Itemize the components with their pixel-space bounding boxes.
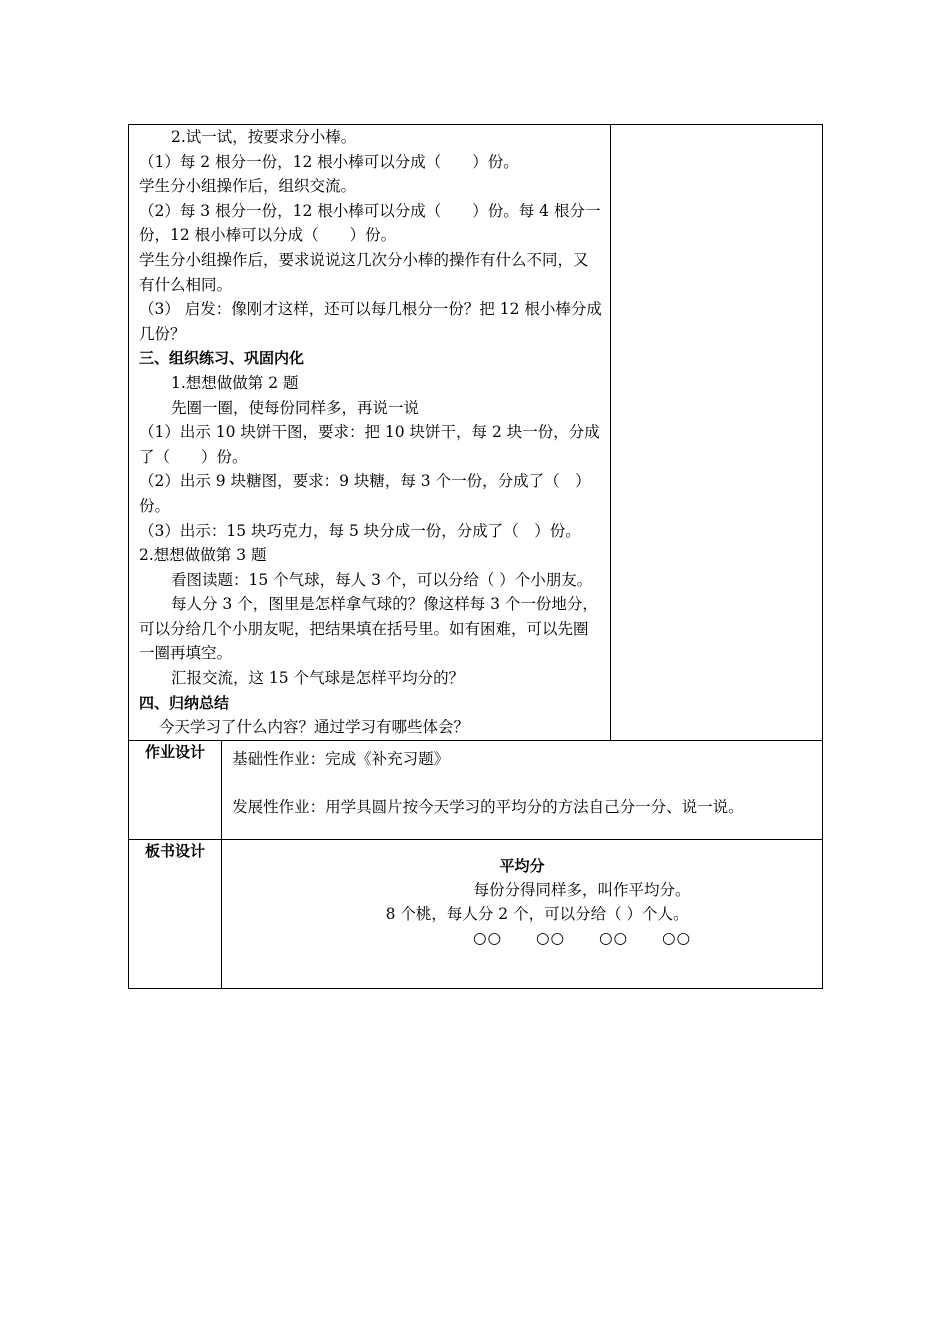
homework-cell	[222, 740, 823, 839]
circle-pair: ○○	[662, 928, 692, 947]
lesson-plan-page	[128, 124, 823, 989]
homework-basic: 基础性作业：完成《补充习题》	[232, 749, 450, 768]
circle-pair: ○○	[599, 928, 629, 947]
board-row	[129, 839, 823, 988]
board-circles	[222, 926, 822, 950]
homework-label: 作业设计	[129, 740, 222, 839]
circle-pair: ○○	[536, 928, 566, 947]
section-heading: 四、归纳总结	[139, 693, 230, 712]
homework-row	[129, 740, 823, 839]
lesson-line: （1）出示 10 块饼干图，要求：把 10 块饼干，每 2 块一份，分成了（ ）份。	[139, 423, 600, 466]
board-label: 板书设计	[129, 839, 222, 988]
lesson-line: 2.想想做做第 3 题	[139, 546, 267, 565]
lesson-line: （2）每 3 根分一份，12 根小棒可以分成（ ）份。每 4 根分一份，12 根小棒可以分成（ ）份。	[139, 201, 601, 245]
circle-pair: ○○	[473, 928, 503, 947]
lesson-line: 学生分小组操作后，组织交流。	[139, 177, 357, 196]
teaching-process-cell	[129, 125, 611, 741]
lesson-table	[128, 124, 823, 989]
board-title: 平均分	[499, 856, 545, 875]
homework-developmental: 发展性作业：用学具圆片按今天学习的平均分的方法自己分一分、说一说。	[232, 797, 744, 816]
lesson-line: （3）出示：15 块巧克力，每 5 块分成一份，分成了（ ）份。	[139, 521, 581, 540]
teaching-process-content	[129, 125, 610, 740]
lesson-line: 每人分 3 个，图里是怎样拿气球的？像这样每 3 个一份地分，可以分给几个小朋友呢，把结果填在括号里。如有困难，可以先圈一圈再填空。	[139, 595, 598, 663]
lesson-line: 2.试一试，按要求分小棒。	[171, 128, 357, 146]
lesson-line: 今天学习了什么内容？通过学习有哪些体会？	[159, 718, 470, 737]
lesson-line: （3） 启发：像刚才这样，还可以每几根分一份？把 12 根小棒分成几份？	[139, 300, 602, 343]
board-example: 8 个桃，每人分 2 个，可以分给（ ）个人。	[385, 904, 689, 923]
lesson-line: 汇报交流，这 15 个气球是怎样平均分的？	[171, 669, 465, 688]
lesson-line: 1.想想做做第 2 题	[171, 373, 299, 392]
board-cell	[222, 839, 823, 988]
lesson-line: （1）每 2 根分一份，12 根小棒可以分成（ ）份。	[139, 152, 519, 171]
lesson-line: （2）出示 9 块糖图，要求：9 块糖，每 3 个一份，分成了（ ）份。	[139, 472, 591, 515]
teaching-process-row	[129, 125, 823, 741]
section-heading: 三、组织练习、巩固内化	[139, 349, 305, 368]
notes-cell	[610, 125, 822, 741]
lesson-line: 先圈一圈，使每份同样多，再说一说	[171, 398, 420, 417]
board-definition: 每份分得同样多，叫作平均分。	[473, 880, 691, 899]
lesson-line: 看图读题：15 个气球，每人 3 个，可以分给（ ）个小朋友。	[171, 570, 593, 589]
lesson-line: 学生分小组操作后，要求说说这几次分小棒的操作有什么不同，又有什么相同。	[139, 250, 589, 294]
